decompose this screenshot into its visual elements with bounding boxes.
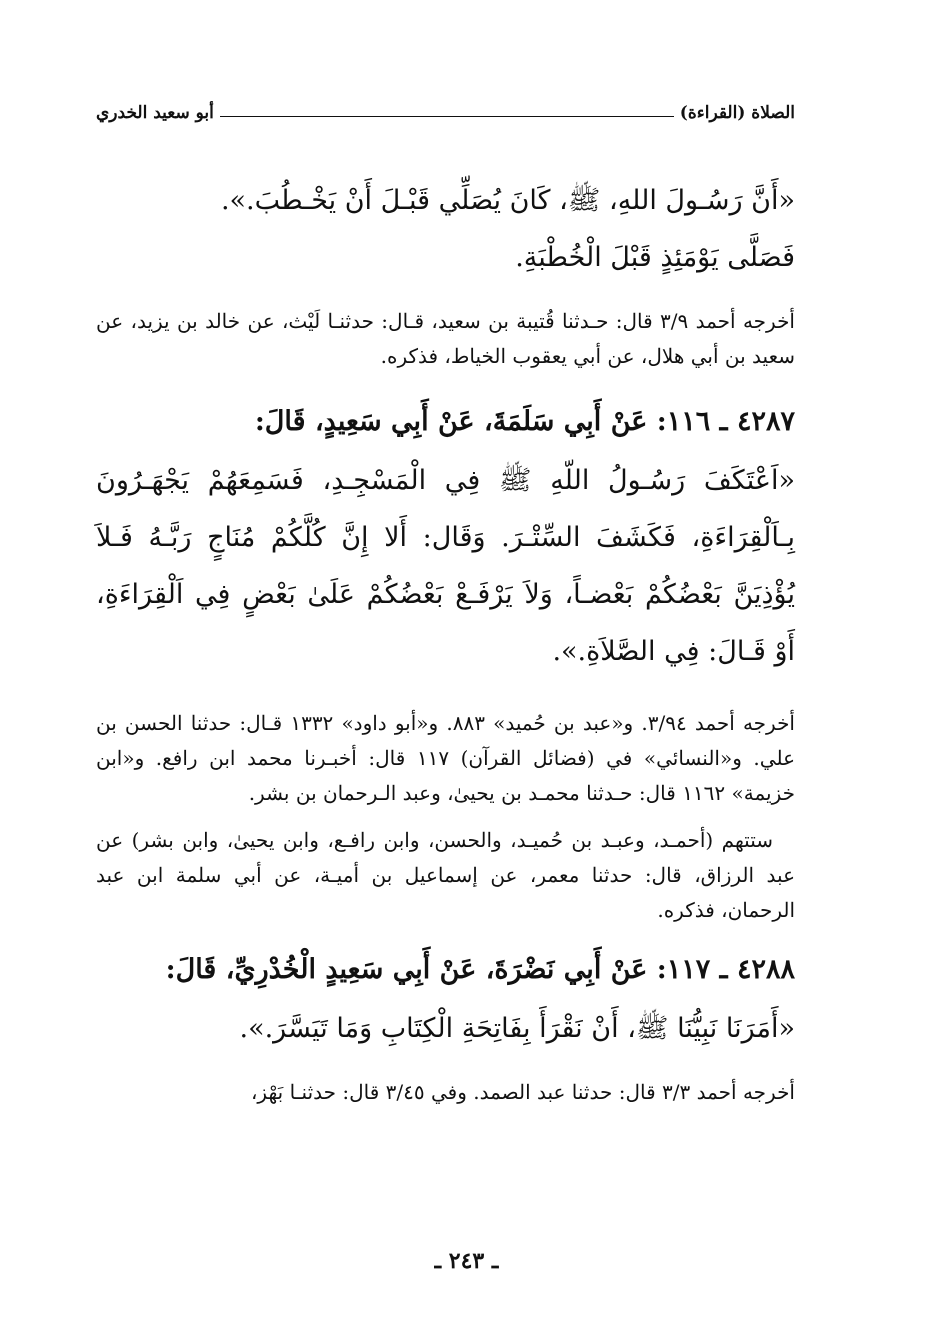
hadith-heading-4287: ٤٢٨٧ ـ ١١٦: عَنْ أَبِي سَلَمَةَ، عَنْ أَبِي سَعِيدٍ، قَالَ: — [254, 406, 795, 437]
header-rule — [220, 116, 674, 117]
hadith-line: «أَنَّ رَسُـولَ اللهِ، ﷺ، كَانَ يُصَلِّي قَبْـلَ أَنْ يَخْـطُبَ.». — [220, 185, 795, 216]
takhrij-paragraph: ستتهم (أحمـد، وعبـد بن حُميـد، والحسن، وابن رافـع، وابن يحيىٰ، وابن بشر) عن عبد الرزاق، قال: حدثنا معمر، عن إسماعيل بن أميـة، عن أبي سلمة ابن عبد الرحمان، فذكره. — [96, 828, 795, 922]
hadith-text-4287: «اَعْتَكَفَ رَسُـولُ اللّهِ ﷺ فِي الْمَسْجِـدِ، فَسَمِعَهُمْ يَجْهَـرُونَ بِـاَلْقِرَاءَةِ، فَكَشَفَ السِّتْـرَ. وَقَال: أَلا إِنَّ كُلَّكُمْ مُنَاجٍ رَبَّـهُ فَـلاَ يُؤْذِيَنَّ بَعْضُكُمْ بَعْضـاً، وَلاَ يَرْفَـعْ بَعْضُكُمْ عَلَىٰ بَعْضٍ فِي اَلْقِرَاءَةِ، أَوْ قَـالَ: فِي الصَّلاَةِ.». — [96, 465, 795, 667]
takhrij-paragraph: أخرجه أحمد ٣/٩ قال: حـدثنا قُتيبة بن سعيد، قـال: حدثنـا لَيْث، عن خالد بن يزيد، عن سعيد بن أبي هلال، عن أبي يعقوب الخياط، فذكره. — [96, 309, 795, 368]
hadith-line: فَصَلَّى يَوْمَئِذٍ قَبْلَ الْخُطْبَةِ. — [515, 242, 795, 273]
hadith-heading-4288: ٤٢٨٨ ـ ١١٧: عَنْ أَبِي نَضْرَةَ، عَنْ أَبِي سَعِيدٍ الْخُدْرِيِّ، قَالَ: — [165, 954, 795, 985]
header-chapter-title: الصلاة (القراءة) — [679, 103, 795, 123]
hadith-text-continued — [96, 172, 795, 286]
takhrij-paragraph: أخرجه أحمد ٣/٩٤. و«عبد بن حُميد» ٨٨٣. و«أبو داود» ١٣٣٢ قـال: حدثنا الحسن بن علي. و«النسائي» في (فضائل القرآن) ١١٧ قال: أخبـرنا محمد ابن رافع. و«ابن خزيمة» ١١٦٢ قال: حـدثنا محمـد بن يحيىٰ، وعبد الـرحمان بن بشر. — [96, 711, 796, 805]
header-section-title: أبو سعيد الخدري — [96, 103, 214, 123]
page-number: ـ ٢٤٣ ـ — [434, 1248, 499, 1274]
page-content — [96, 172, 795, 1110]
takhrij-paragraph: أخرجه أحمد ٣/٣ قال: حدثنا عبد الصمد. وفي ٣/٤٥ قال: حدثنـا بَهْز، — [250, 1080, 795, 1104]
running-header — [96, 96, 795, 130]
hadith-text-4288: «أَمَرَنَا نَبِيُّنَا ﷺ، أَنْ نَقْرَأَ بِفَاتِحَةِ الْكِتَابِ وَمَا تَيَسَّرَ.». — [239, 1013, 795, 1044]
